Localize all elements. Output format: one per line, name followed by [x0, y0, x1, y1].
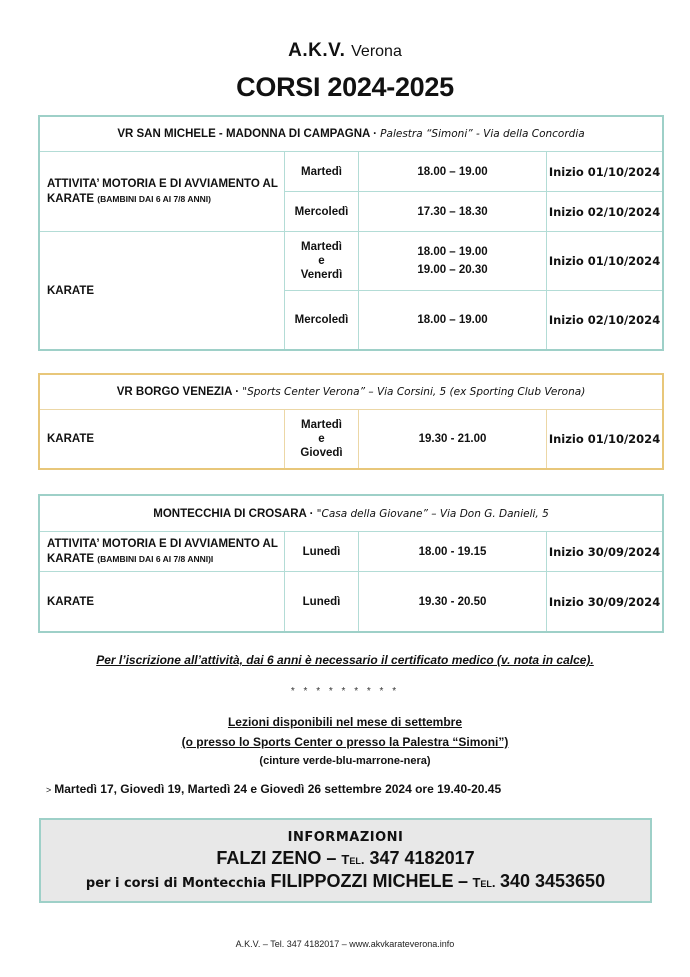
info-box	[39, 818, 652, 903]
time-cell: 18.00 – 19.00	[359, 291, 547, 350]
page-title: CORSI 2024-2025	[236, 72, 454, 102]
org-name: A.K.V. Verona	[288, 40, 402, 61]
activity-cell: ATTIVITA’ MOTORIA E DI AVVIAMENTO AL KARATE (BAMBINI DAI 6 AI 7/8 ANNI)I	[40, 532, 285, 572]
karate-cell: KARATE	[40, 572, 285, 632]
footer: A.K.V. – Tel. 347 4182017 – www.akvkarateverona.info	[235, 939, 455, 949]
lessons-dates: > Martedì 17, Giovedì 19, Martedì 24 e Giovedì 26 settembre 2024 ore 19.40-20.45	[46, 782, 502, 796]
time-cell: 18.00 - 19.15	[359, 532, 547, 572]
karate-cell: KARATE	[40, 410, 285, 469]
start-date-cell: Inizio 02/10/2024	[547, 192, 663, 232]
time-cell: 19.30 - 21.00	[359, 410, 547, 469]
start-date-cell: Inizio 01/10/2024	[547, 232, 663, 291]
separator-stars: * * * * * * * * *	[290, 686, 400, 697]
day-cell: Martedì e Giovedì	[285, 410, 359, 469]
borgo-venezia-header: VR BORGO VENEZIA · "Sports Center Verona” – Via Corsini, 5 (ex Sporting Club Verona)	[40, 375, 663, 410]
contact-falzi: FALZI ZENO – Tel. 347 4182017	[216, 848, 475, 868]
time-cell: 19.30 - 20.50	[359, 572, 547, 632]
day-cell: Martedì	[285, 152, 359, 192]
lessons-heading: Lezioni disponibili nel mese di settembre	[227, 715, 463, 729]
day-cell: Mercoledì	[285, 192, 359, 232]
time-cell: 18.00 – 19.00 19.00 – 20.30	[359, 232, 547, 291]
start-date-cell: Inizio 30/09/2024	[547, 532, 663, 572]
schedule-montecchia	[39, 495, 663, 632]
medical-certificate-note: Per l’iscrizione all’attività, dai 6 anni è necessario il certificato medico (v. nota in calce).	[96, 653, 594, 667]
karate-cell: KARATE	[40, 232, 285, 350]
schedule-borgo-venezia	[39, 374, 663, 469]
start-date-cell: Inizio 02/10/2024	[547, 291, 663, 350]
start-date-cell: Inizio 01/10/2024	[547, 410, 663, 469]
lessons-belts: (cinture verde-blu-marrone-nera)	[259, 755, 431, 767]
day-cell: Mercoledì	[285, 291, 359, 350]
time-cell: 18.00 – 19.00	[359, 152, 547, 192]
org-city: Verona	[351, 43, 402, 60]
lessons-location: (o presso lo Sports Center o presso la Palestra “Simoni”)	[181, 735, 509, 749]
san-michele-header: VR SAN MICHELE - MADONNA DI CAMPAGNA · Palestra “Simoni” - Via della Concordia	[40, 117, 663, 152]
day-cell: Lunedì	[285, 532, 359, 572]
day-cell: Martedì e Venerdì	[285, 232, 359, 291]
activity-cell: ATTIVITA’ MOTORIA E DI AVVIAMENTO AL KARATE (BAMBINI DAI 6 AI 7/8 ANNI)	[40, 152, 285, 232]
montecchia-header: MONTECCHIA DI CROSARA · "Casa della Giovane” – Via Don G. Danieli, 5	[40, 496, 663, 532]
start-date-cell: Inizio 30/09/2024	[547, 572, 663, 632]
day-cell: Lunedì	[285, 572, 359, 632]
info-heading: INFORMAZIONI	[287, 830, 404, 845]
contact-filippozzi: per i corsi di Montecchia FILIPPOZZI MICHELE – Tel. 340 3453650	[85, 871, 606, 891]
schedule-san-michele	[39, 116, 663, 350]
start-date-cell: Inizio 01/10/2024	[547, 152, 663, 192]
time-cell: 17.30 – 18.30	[359, 192, 547, 232]
